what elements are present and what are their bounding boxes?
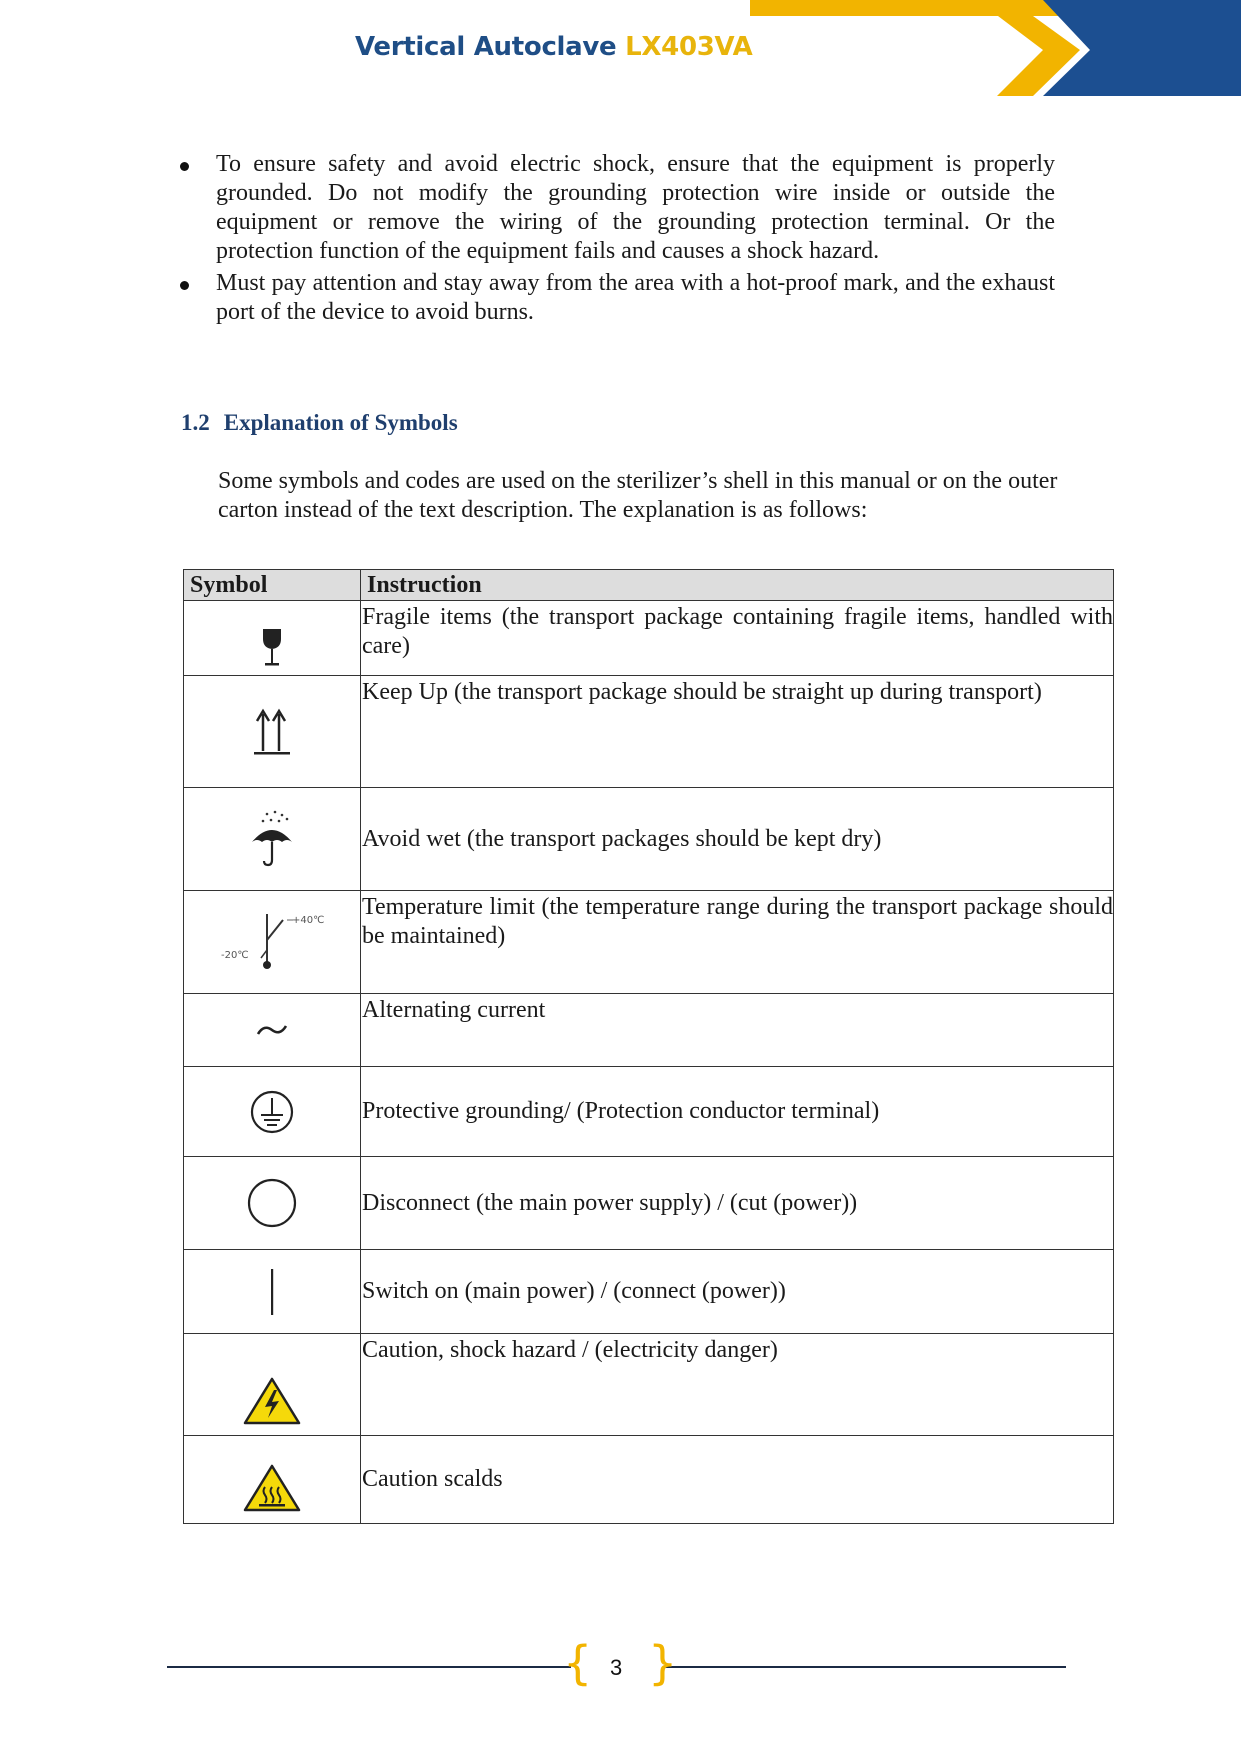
instruction-cell: Protective grounding/ (Protection conductor terminal) [361,1067,1114,1157]
protective-ground-icon [249,1089,295,1135]
header-corner-decoration [750,0,1241,96]
section-number: 1.2 [181,410,210,435]
footer-brace-left: { [563,1636,593,1690]
safety-bullet-list [180,150,1055,330]
shock-hazard-icon [243,1376,301,1426]
table-row [184,1250,1114,1334]
bullet-dot [180,162,189,171]
instruction-cell: Alternating current [361,994,1114,1067]
symbol-cell [184,676,361,788]
temperature-limit-icon [217,910,327,974]
instruction-cell: Disconnect (the main power supply) / (cut (power)) [361,1157,1114,1250]
footer-rule-right [664,1666,1066,1668]
table-row [184,1157,1114,1250]
avoid-wet-icon [247,808,297,870]
table-row [184,891,1114,994]
page-number: 3 [610,1655,623,1680]
temp-low-label: -20℃ [221,950,249,961]
section-heading [181,410,458,436]
instruction-cell: Fragile items (the transport package containing fragile items, handled with care) [361,601,1114,676]
symbol-cell [184,891,361,994]
table-row [184,676,1114,788]
instruction-cell: Switch on (main power) / (connect (power)) [361,1250,1114,1334]
hot-surface-icon [243,1463,301,1513]
symbol-cell [184,1250,361,1334]
instruction-cell: Keep Up (the transport package should be straight up during transport) [361,676,1114,788]
table-row [184,601,1114,676]
section-title: Explanation of Symbols [223,410,458,435]
bullet-dot [180,281,189,290]
power-off-icon [246,1177,298,1229]
footer-brace-right: } [648,1636,678,1690]
document-title-model: LX403VA [625,32,753,62]
instruction-cell: Temperature limit (the temperature range during the transport package should be maintained) [361,891,1114,994]
table-row [184,1334,1114,1436]
instruction-cell: Caution, shock hazard / (electricity danger) [361,1334,1114,1436]
document-title [355,32,752,62]
section-intro: Some symbols and codes are used on the sterilizer’s shell in this manual or on the outer carton instead of the text description. The explanation is as follows: [218,468,1058,523]
bullet-text: To ensure safety and avoid electric shock, ensure that the equipment is properly grounded. Do not modify the grounding protection wire inside or outside the equipment or remove the wiring of the grounding protection terminal. Or the protection function of the equipment fails and causes a shock hazard. [216,151,1055,264]
symbol-cell [184,1157,361,1250]
table-header-row [184,570,1114,601]
table-row [184,994,1114,1067]
instruction-cell: Avoid wet (the transport packages should be kept dry) [361,788,1114,891]
bullet-item [180,150,1055,266]
keep-up-icon [252,706,292,758]
temp-high-label: +40℃ [292,915,325,926]
footer-rule-left [167,1666,571,1668]
symbol-cell [184,601,361,676]
table-row [184,1436,1114,1524]
symbol-cell [184,1067,361,1157]
header-instruction: Instruction [361,570,1114,601]
header-symbol: Symbol [184,570,361,601]
table-row [184,788,1114,891]
document-title-main: Vertical Autoclave [355,32,626,62]
bullet-item [180,269,1055,327]
symbol-cell [184,788,361,891]
instruction-cell: Caution scalds [361,1436,1114,1524]
symbol-cell [184,1334,361,1436]
symbol-cell [184,994,361,1067]
symbols-table [183,569,1114,1524]
symbol-cell [184,1436,361,1524]
fragile-icon [257,627,287,669]
table-row [184,1067,1114,1157]
power-on-icon [267,1267,277,1317]
bullet-text: Must pay attention and stay away from the area with a hot-proof mark, and the exhaust port of the device to avoid burns. [216,270,1055,325]
alternating-current-icon [255,1020,289,1040]
